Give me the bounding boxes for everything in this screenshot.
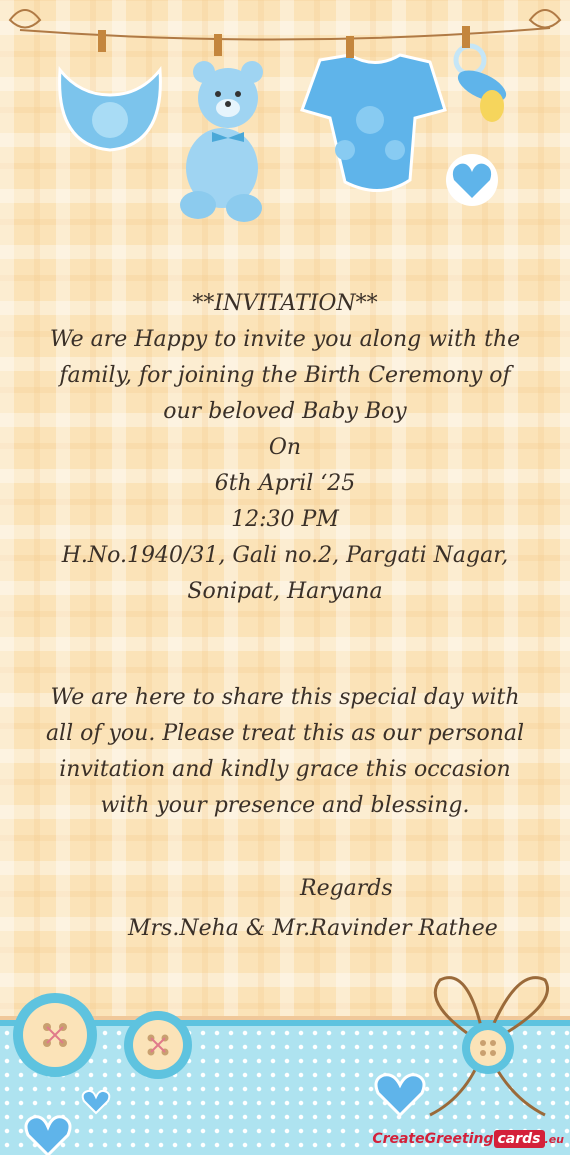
message-line: with your presence and blessing.	[100, 793, 470, 818]
message-line: invitation and kindly grace this occasion	[59, 757, 511, 782]
baby-onesie-icon	[302, 55, 445, 191]
pacifier-icon	[453, 46, 510, 122]
brand-text: CreateGreeting	[372, 1131, 494, 1147]
invitation-line: On	[268, 435, 302, 460]
message-line: all of you. Please treat this as our personal	[45, 721, 525, 746]
heart-icon	[376, 1075, 424, 1115]
invitation-line: We are Happy to invite you along with the	[49, 327, 521, 352]
message-text	[0, 680, 570, 824]
invitation-heading: **INVITATION**	[192, 291, 378, 316]
invitation-time: 12:30 PM	[231, 507, 339, 532]
heart-icon	[26, 1117, 70, 1155]
signature-names: Mrs.Neha & Mr.Ravinder Rathee	[128, 916, 498, 941]
invitation-address: Sonipat, Haryana	[187, 579, 383, 604]
teddy-bear-icon	[180, 61, 263, 222]
invitation-text	[0, 286, 570, 610]
brand-logo[interactable]	[372, 1131, 564, 1147]
button-icon	[124, 1011, 192, 1079]
button-icon	[13, 993, 97, 1077]
brand-domain: .eu	[544, 1133, 564, 1146]
message-line: We are here to share this special day with	[50, 685, 520, 710]
clothesline-illustration	[0, 0, 570, 240]
invitation-line: family, for joining the Birth Ceremony of	[59, 363, 511, 388]
invitation-line: our beloved Baby Boy	[163, 399, 407, 424]
baby-bib-icon	[60, 70, 161, 150]
brand-cards-text: cards	[494, 1130, 545, 1148]
heart-icon	[83, 1091, 110, 1113]
bottom-decorations	[0, 965, 570, 1155]
invitation-date: 6th April ‘25	[214, 471, 356, 496]
regards-text: Regards	[300, 876, 393, 901]
heart-icon	[446, 154, 498, 206]
button-icon	[462, 1022, 514, 1074]
invitation-address: H.No.1940/31, Gali no.2, Pargati Nagar,	[61, 543, 509, 568]
